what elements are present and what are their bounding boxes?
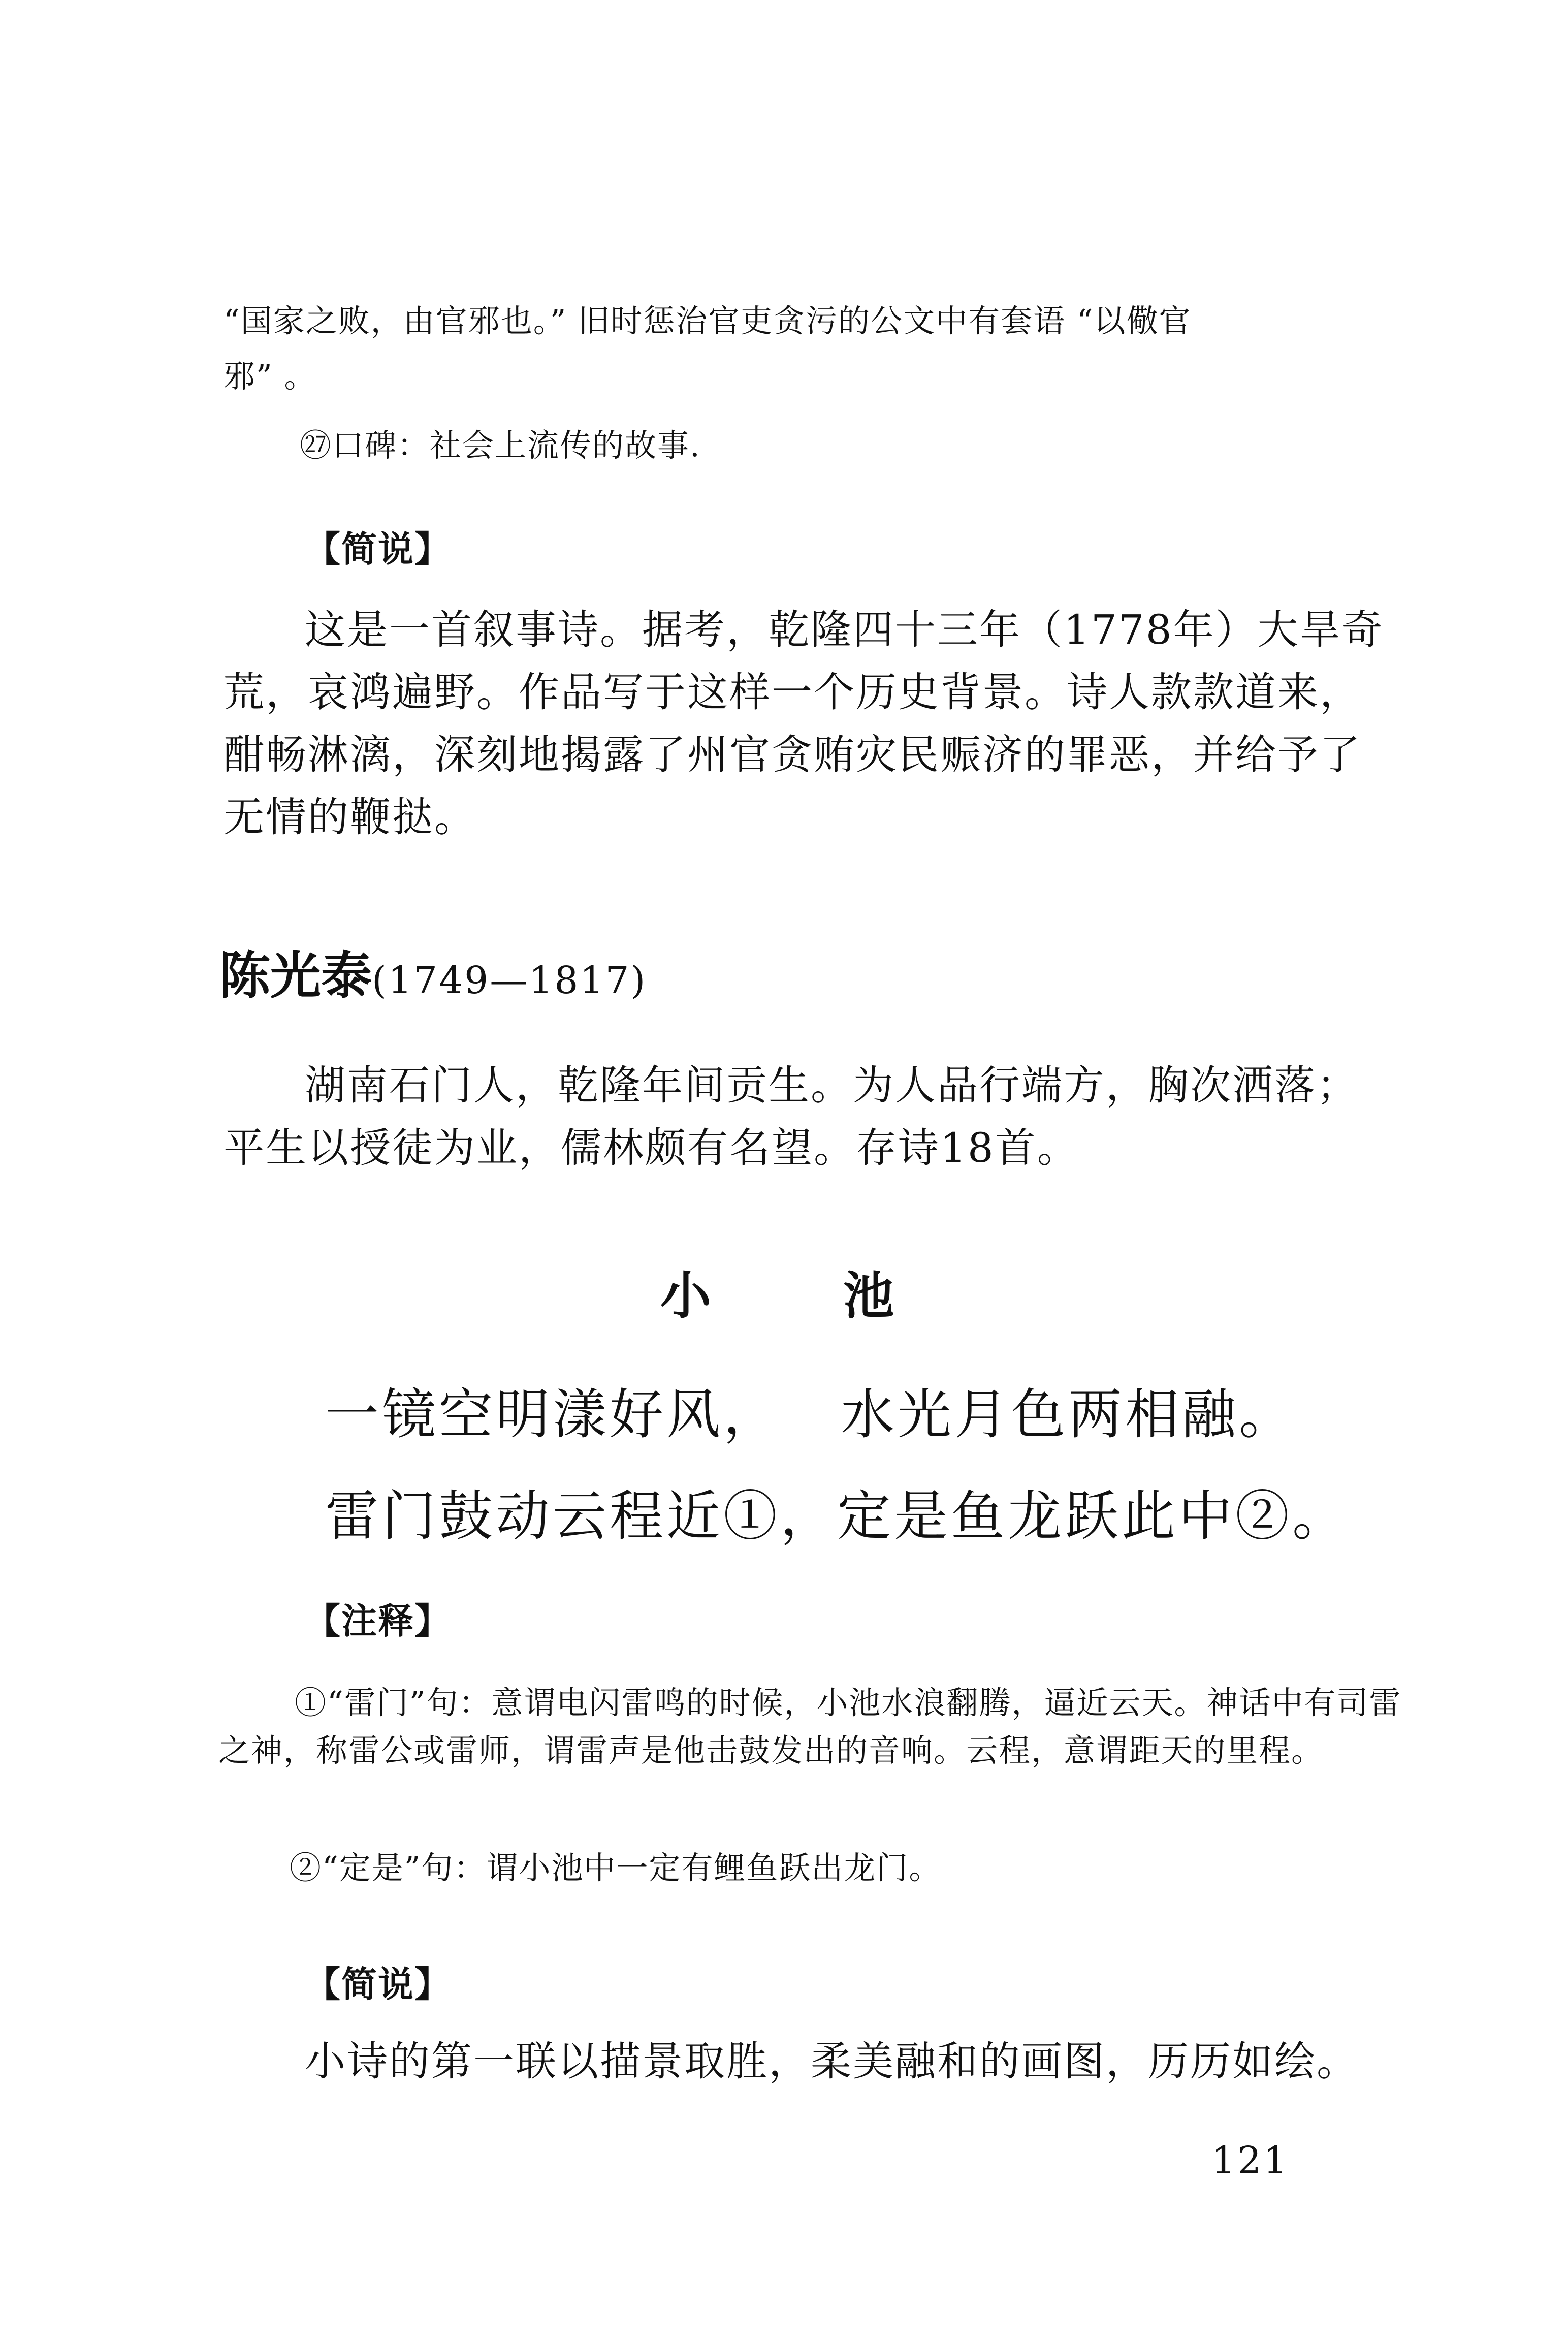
previous-note-continuation-line1: “国家之败，由官邪也。” 旧时惩治官吏贪污的公文中有套语 “以儆官 (223, 302, 1192, 339)
poem-title: 小池 (660, 1266, 1026, 1325)
annotation-1: ①“雷门”句：意谓电闪雷鸣的时候，小池水浪翻腾，逼近云天。神话中有司雷之神，称雷公或雷师，谓雷声是他击鼓发出的音响。云程，意谓距天的里程。 (218, 1684, 1402, 1769)
previous-note-continuation-line2: 邪” 。 (223, 358, 317, 395)
commentary-2-paragraph: 小诗的第一联以描景取胜，柔美融和的画图，历历如绘。 (305, 2038, 1359, 2085)
commentary-heading: 【简说】 (305, 528, 451, 570)
author-dates: (1749—1817) (372, 959, 647, 1002)
note-27: ㉗口碑：社会上流传的故事. (300, 427, 701, 464)
author-header (219, 935, 647, 1008)
commentary-2-heading: 【简说】 (305, 1964, 451, 2005)
poem-line-1: 一镜空明漾好风， 水光月色两相融。 (325, 1383, 1296, 1446)
annotations-heading: 【注释】 (305, 1600, 451, 1642)
author-bio: 湖南石门人，乾隆年间贡生。为人品行端方，胸次洒落；平生以授徒为业，儒林颇有名望。存诗18首。 (223, 1062, 1359, 1172)
page-number: 121 (1211, 2139, 1290, 2182)
annotation-2: ②“定是”句：谓小池中一定有鲤鱼跃出龙门。 (290, 1849, 942, 1886)
commentary-paragraph: 这是一首叙事诗。据考，乾隆四十三年（1778年）大旱奇荒，哀鸿遍野。作品写于这样一个历史背景。诗人款款道来，酣畅淋漓，深刻地揭露了州官贪贿灾民赈济的罪恶，并给予了无情的鞭挞。 (223, 606, 1384, 841)
author-name: 陈光泰 (219, 946, 372, 1005)
poem-line-2: 雷门鼓动云程近①，定是鱼龙跃此中②。 (325, 1485, 1349, 1547)
